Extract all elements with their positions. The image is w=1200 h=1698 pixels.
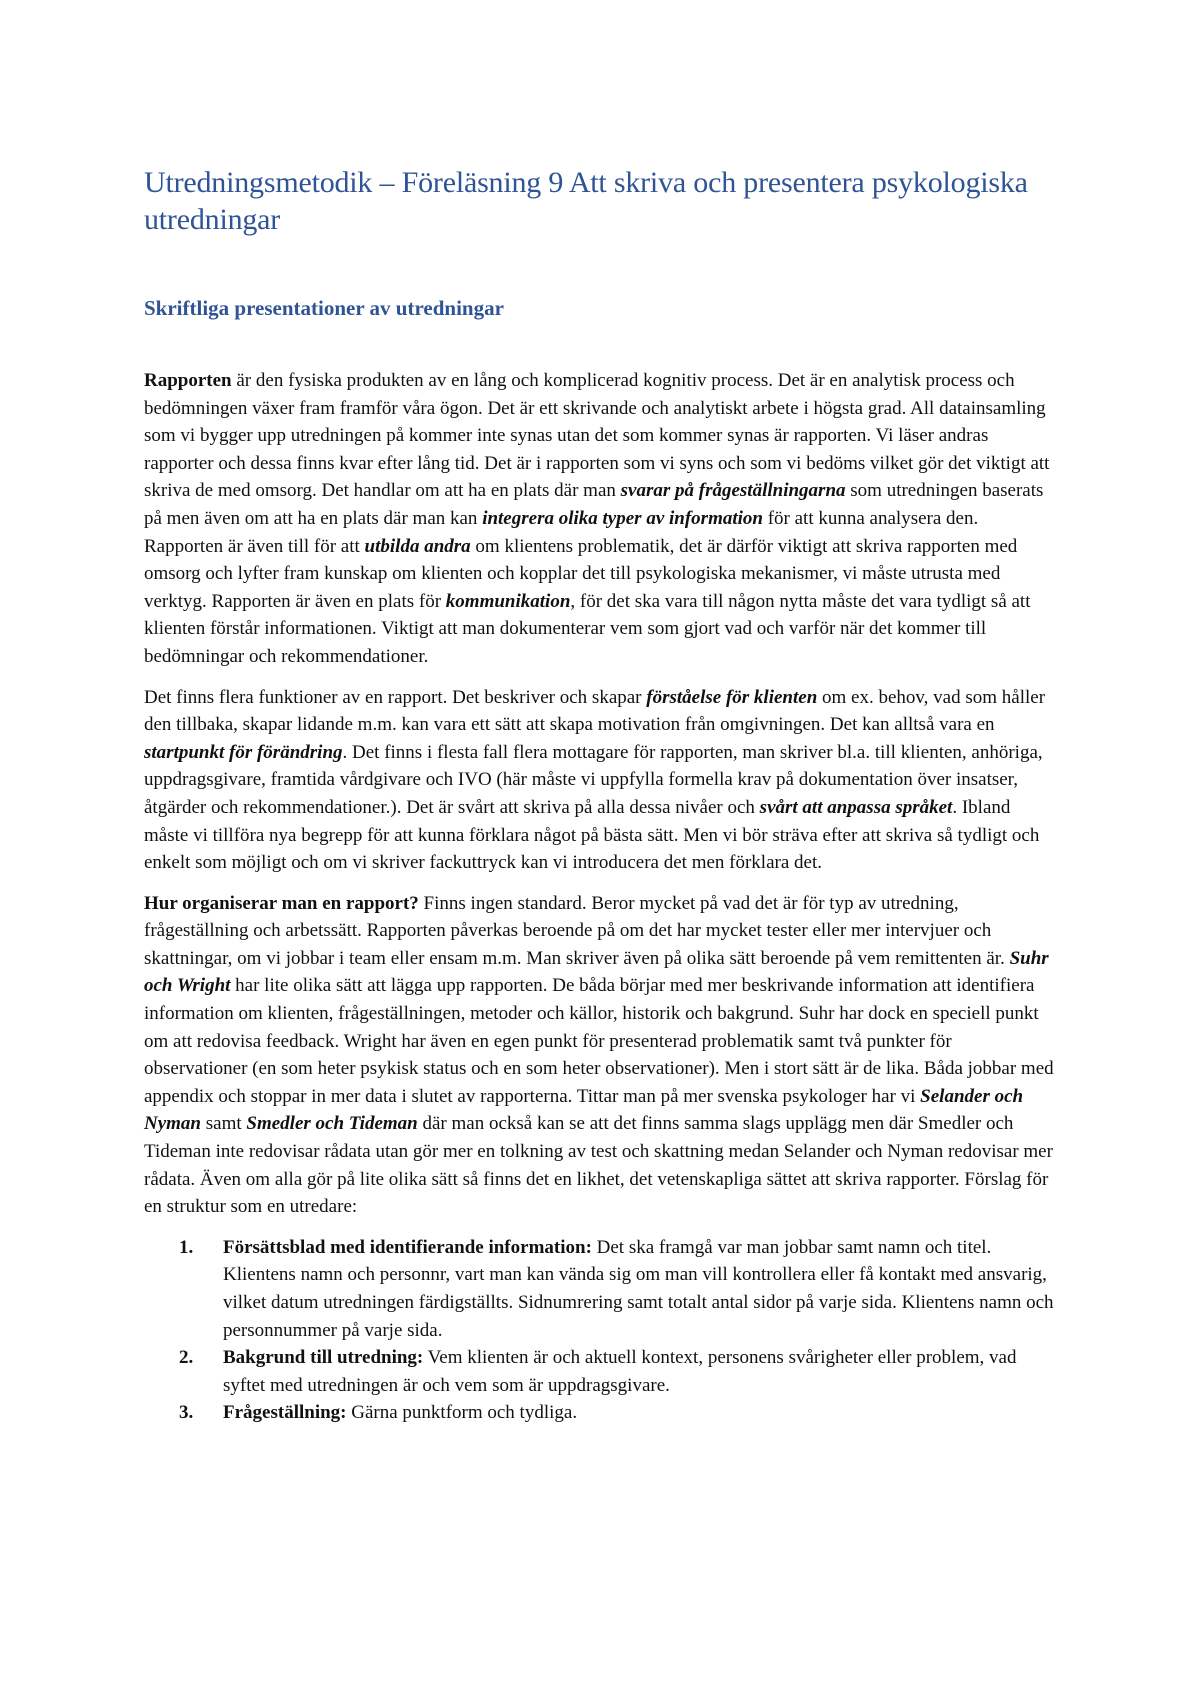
paragraph-organisera xyxy=(144,890,1056,1221)
paragraph-text: Det finns flera funktioner av en rapport. Det beskriver och skapar xyxy=(144,686,647,708)
structure-list xyxy=(144,1234,1056,1427)
document-title: Utredningsmetodik – Föreläsning 9 Att skriva och presentera psykologiska utredningar xyxy=(144,166,1028,236)
emphasis-text: Selander och Nyman xyxy=(144,1085,1024,1135)
emphasis-text: Smedler och Tideman xyxy=(246,1113,418,1135)
list-item-label: Försättsblad med identifierande information: xyxy=(223,1236,592,1258)
paragraph-text: om klientens problematik, det är därför viktigt att skriva rapporten med omsorg och lyfter fram kunskap om klienten och kopplar det till psykologiska mekanismer, vi måste utrusta med verktyg. Rapporten är även en plats för xyxy=(144,535,1018,612)
paragraph-text: Finns ingen standard. Beror mycket på vad det är för typ av utredning, frågeställning och arbetssätt. Rapporten påverkas beroende på om det har mycket tester eller mer intervjuer och skattningar, om vi jobbar i team eller ensam m.m. Man skriver även på olika sätt beroende på vem remittenten är. xyxy=(144,892,1010,969)
paragraph-text: har lite olika sätt att lägga upp rapporten. De båda börjar med mer beskrivande information att identifiera information om klienten, frågeställningen, metoder och källor, historik och bakgrund. Suhr har dock en speciell punkt om att redovisa feedback. Wright har även en egen punkt för presenterad problematik samt två punkter för observationer (en som heter psykisk status och en som heter observationer). Men i stort sätt är de lika. Båda jobbar med appendix och stoppar in mer data i slutet av rapporterna. Tittar man på mer svenska psykologer har vi xyxy=(144,975,1054,1107)
list-item xyxy=(179,1234,1056,1344)
paragraph-text: . Det finns i flesta fall flera mottagare för rapporten, man skriver bl.a. till klienten, anhöriga, uppdragsgivare, framtida vårdgivare och IVO (här måste vi uppfylla formella krav på dokumentation över insatser, åtgärder och rekommendationer.). Det är svårt att skriva på alla dessa nivåer och xyxy=(144,741,1043,818)
paragraph-text: . Ibland måste vi tillföra nya begrepp för att kunna förklara något på bästa sätt. Men vi bör sträva efter att skriva så tydligt och enkelt som möjligt och om vi skriver fackuttryck kan vi introducera det men förklara det. xyxy=(144,796,1040,874)
list-item-text: Det ska framgå var man jobbar samt namn och titel. Klientens namn och personnr, vart man kan vända sig om man vill kontrollera eller få kontakt med ansvarig, vilket datum utredningen färdigställts. Sidnumrering samt totalt antal sidor på varje sida. Klientens namn och personnummer på varje sida. xyxy=(223,1236,1054,1341)
paragraph-text: samt xyxy=(201,1113,247,1135)
list-item-text: Vem klienten är och aktuell kontext, personens svårigheter eller problem, vad syftet med utredningen är och vem som är uppdragsgivare. xyxy=(223,1347,1017,1396)
emphasis-text: svarar på frågeställningarna xyxy=(620,480,846,502)
list-number: 3. xyxy=(179,1402,194,1424)
paragraph-lead: Rapporten xyxy=(144,370,232,391)
emphasis-text: startpunkt för förändring xyxy=(144,741,343,763)
paragraph-text: om ex. behov, vad som håller den tillbaka, skapar lidande m.m. kan vara ett sätt att skapa motivation från omgivningen. Det kan alltså vara en xyxy=(144,686,1046,736)
paragraph-rapporten xyxy=(144,367,1056,671)
emphasis-text: svårt att anpassa språket xyxy=(759,796,953,818)
list-item-text: Gärna punktform och tydliga. xyxy=(346,1402,578,1424)
list-number: 1. xyxy=(179,1236,194,1258)
list-number: 2. xyxy=(179,1347,194,1369)
paragraph-text: är den fysiska produkten av en lång och komplicerad kognitiv process. Det är en analytisk process och bedömningen växer fram framför våra ögon. Det är ett skrivande och analytiskt arbete i högsta grad. All datainsamling som vi bygger upp utredningen på kommer inte synas utan det som kommer synas är rapporten. Vi läser andras rapporter och dessa finns kvar efter lång tid. Det är i rapporten som vi syns och som vi bedöms vilket gör det viktigt att skriva de med omsorg. Det handlar om att ha en plats där man xyxy=(144,370,1050,502)
paragraph-text: , för det ska vara till någon nytta måste det vara tydligt så att klienten förstår informationen. Viktigt att man dokumenterar vem som gjort vad och varför när det kommer till bedömningar och rekommendationer. xyxy=(144,590,1031,667)
emphasis-text: kommunikation xyxy=(445,590,571,612)
section-heading: Skriftliga presentationer av utredningar xyxy=(144,296,504,320)
emphasis-text: Suhr och Wright xyxy=(144,947,1049,997)
list-item xyxy=(179,1399,1056,1427)
paragraph-text: som utredningen baserats på men även om att ha en plats där man kan xyxy=(144,480,1044,529)
paragraph-text: där man också kan se att det finns samma slags upplägg men där Smedler och Tideman inte redovisar rådata utan gör mer en tolkning av test och skattning medan Selander och Nyman redovisar mer rådata. Även om alla gör på lite olika sätt så finns det en likhet, det vetenskapliga sättet att skriva rapporter. Förslag för en struktur som en utredare: xyxy=(144,1113,1053,1218)
list-item-label: Frågeställning: xyxy=(223,1402,347,1424)
emphasis-text: utbilda andra xyxy=(364,535,471,557)
paragraph-funktioner xyxy=(144,684,1056,877)
emphasis-text: integrera olika typer av information xyxy=(482,507,763,529)
document-body xyxy=(144,367,1056,1427)
paragraph-lead: Hur organiserar man en rapport? xyxy=(144,892,419,914)
list-item xyxy=(179,1344,1056,1399)
emphasis-text: förståelse för klienten xyxy=(646,686,818,708)
paragraph-text: för att kunna analysera den. Rapporten är även till för att xyxy=(144,507,979,557)
list-item-label: Bakgrund till utredning: xyxy=(223,1347,424,1369)
